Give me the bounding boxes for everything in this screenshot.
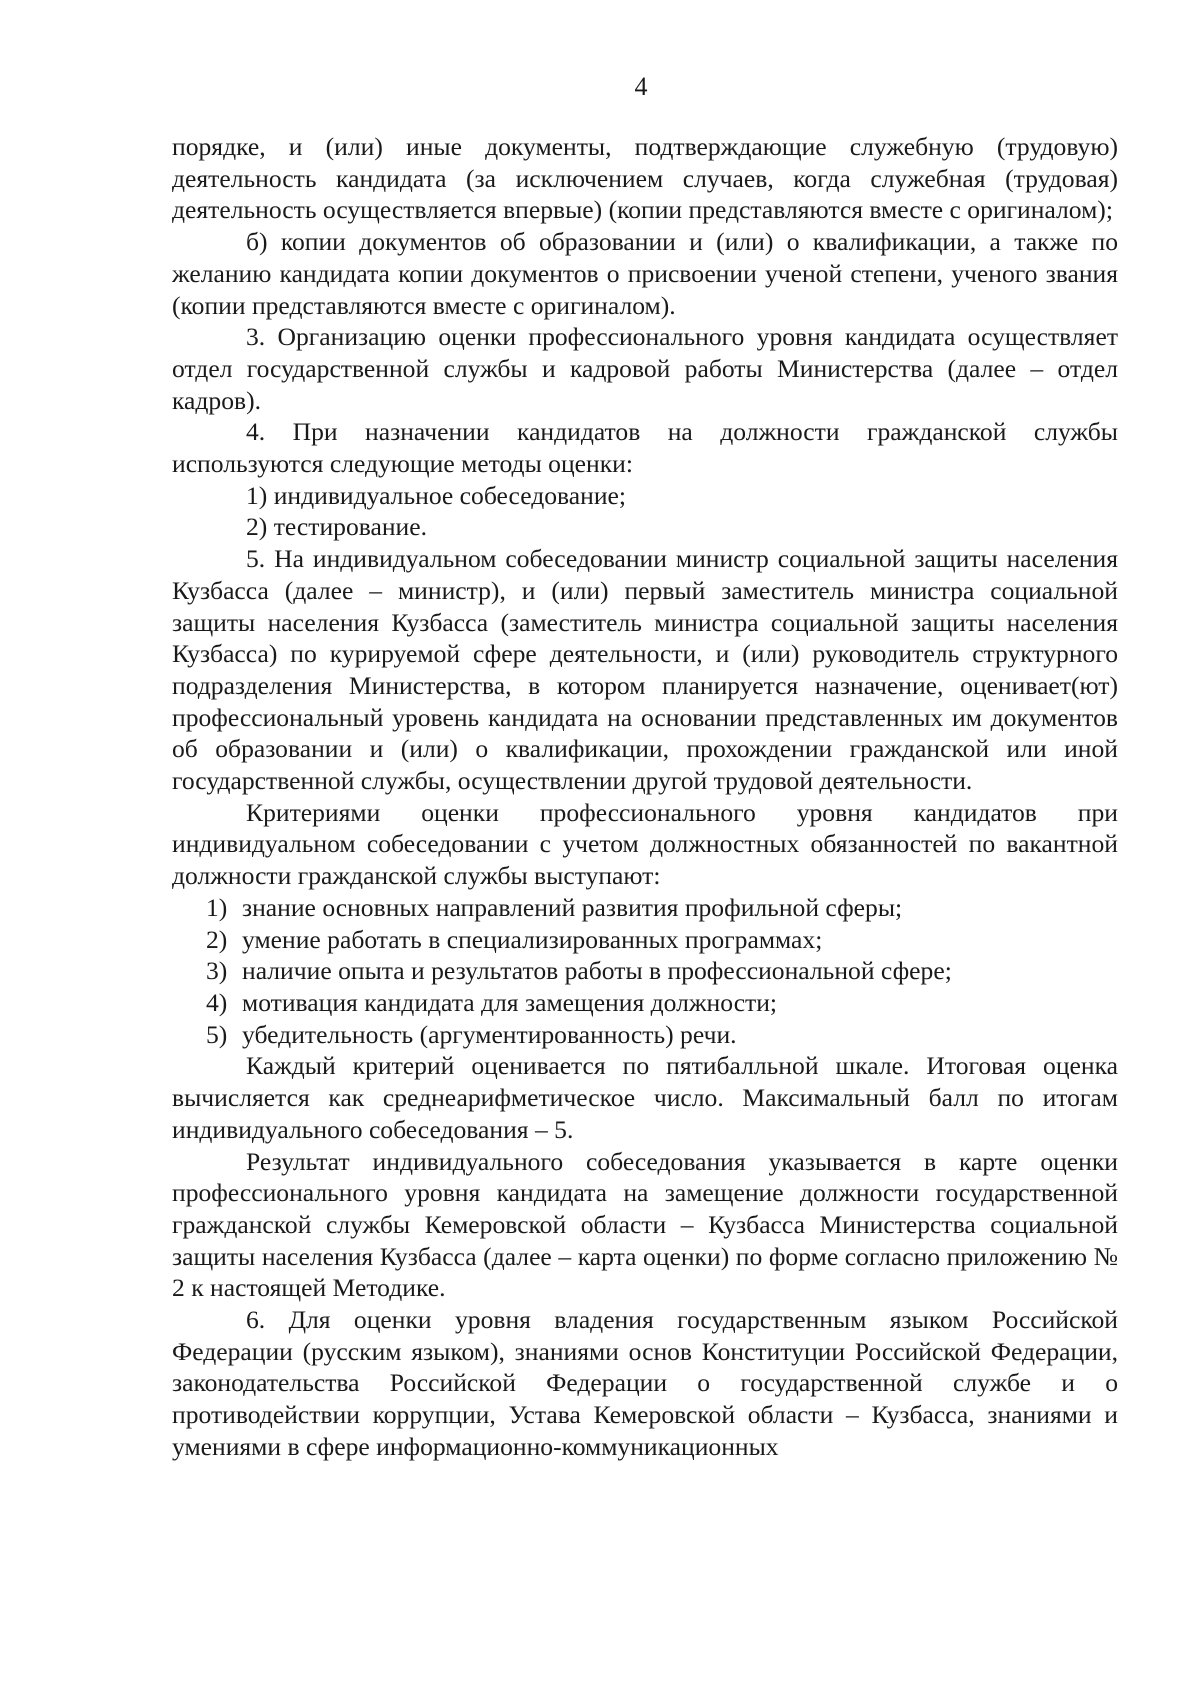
- list-item-text: знание основных направлений развития профильной сферы;: [242, 892, 903, 922]
- list-item-text: умение работать в специализированных программах;: [242, 924, 823, 954]
- list-item: [172, 892, 1118, 924]
- list-item-text: убедительность (аргументированность) речи.: [242, 1019, 737, 1049]
- list-item-text: наличие опыта и результатов работы в профессиональной сфере;: [242, 956, 952, 986]
- list-item-number: 4): [206, 987, 228, 1017]
- paragraph-3-organization: 3. Организацию оценки профессионального уровня кандидата осуществляет отдел государственной службы и кадровой работы Министерства (далее – отдел кадров).: [172, 322, 1118, 415]
- list-item-number: 1): [206, 892, 228, 922]
- paragraph-continuation: порядке, и (или) иные документы, подтверждающие служебную (трудовую) деятельность кандидата (за исключением случаев, когда служебная (трудовая) деятельность осуществляется впервые) (копии представляются вместе с оригиналом);: [172, 132, 1118, 225]
- criteria-list: [172, 892, 1118, 1051]
- paragraph-result-card: Результат индивидуального собеседования указывается в карте оценки профессионального уровня кандидата на замещение должности государственной гражданской службы Кемеровской области – Кузбасса Министерства социальной защиты населения Кузбасса (далее – карта оценки) по форме согласно приложению № 2 к настоящей Методике.: [172, 1146, 1118, 1303]
- method-testing: 2) тестирование.: [246, 512, 427, 542]
- paragraph-4-methods: 4. При назначении кандидатов на должности гражданской службы используются следующие методы оценки:: [172, 417, 1118, 479]
- paragraph-5-interview: 5. На индивидуальном собеседовании министр социальной защиты населения Кузбасса (далее – министр), и (или) первый заместитель министра социальной защиты населения Кузбасса (заместитель министра социальной защиты населения Кузбасса) по курируемой сфере деятельности, и (или) руководитель структурного подразделения Министерства, в котором планируется назначение, оценивает(ют) профессиональный уровень кандидата на основании представленных им документов об образовании и (или) о квалификации, прохождении гражданской или иной государственной службы, осуществлении другой трудовой деятельности.: [172, 544, 1118, 796]
- list-item: [172, 924, 1118, 956]
- paragraph-b-education-copies: б) копии документов об образовании и (или) о квалификации, а также по желанию кандидата копии документов о присвоении ученой степени, ученого звания (копии представляются вместе с оригиналом).: [172, 227, 1118, 320]
- document-body: [172, 131, 1118, 1463]
- paragraph-scoring: Каждый критерий оценивается по пятибалльной шкале. Итоговая оценка вычисляется как среднеарифметическое число. Максимальный балл по итогам индивидуального собеседования – 5.: [172, 1051, 1118, 1144]
- list-item-text: мотивация кандидата для замещения должности;: [242, 987, 778, 1017]
- list-item-number: 5): [206, 1019, 228, 1049]
- list-item: [172, 1019, 1118, 1051]
- list-item-number: 3): [206, 956, 228, 986]
- list-item: [172, 955, 1118, 987]
- method-interview: 1) индивидуальное собеседование;: [246, 480, 627, 510]
- list-item: [172, 987, 1118, 1019]
- paragraph-criteria-intro: Критериями оценки профессионального уровня кандидатов при индивидуальном собеседовании с учетом должностных обязанностей по вакантной должности гражданской службы выступают:: [172, 797, 1118, 891]
- list-item-number: 2): [206, 924, 228, 954]
- paragraph-6-assessment: 6. Для оценки уровня владения государственным языком Российской Федерации (русским языком), знаниями основ Конституции Российской Федерации, законодательства Российской Федерации о государственной службе и о противодействии коррупции, Устава Кемеровской области – Кузбасса, знаниями и умениями в сфере информационно-коммуникационных: [172, 1305, 1118, 1461]
- page-number: 4: [634, 72, 648, 101]
